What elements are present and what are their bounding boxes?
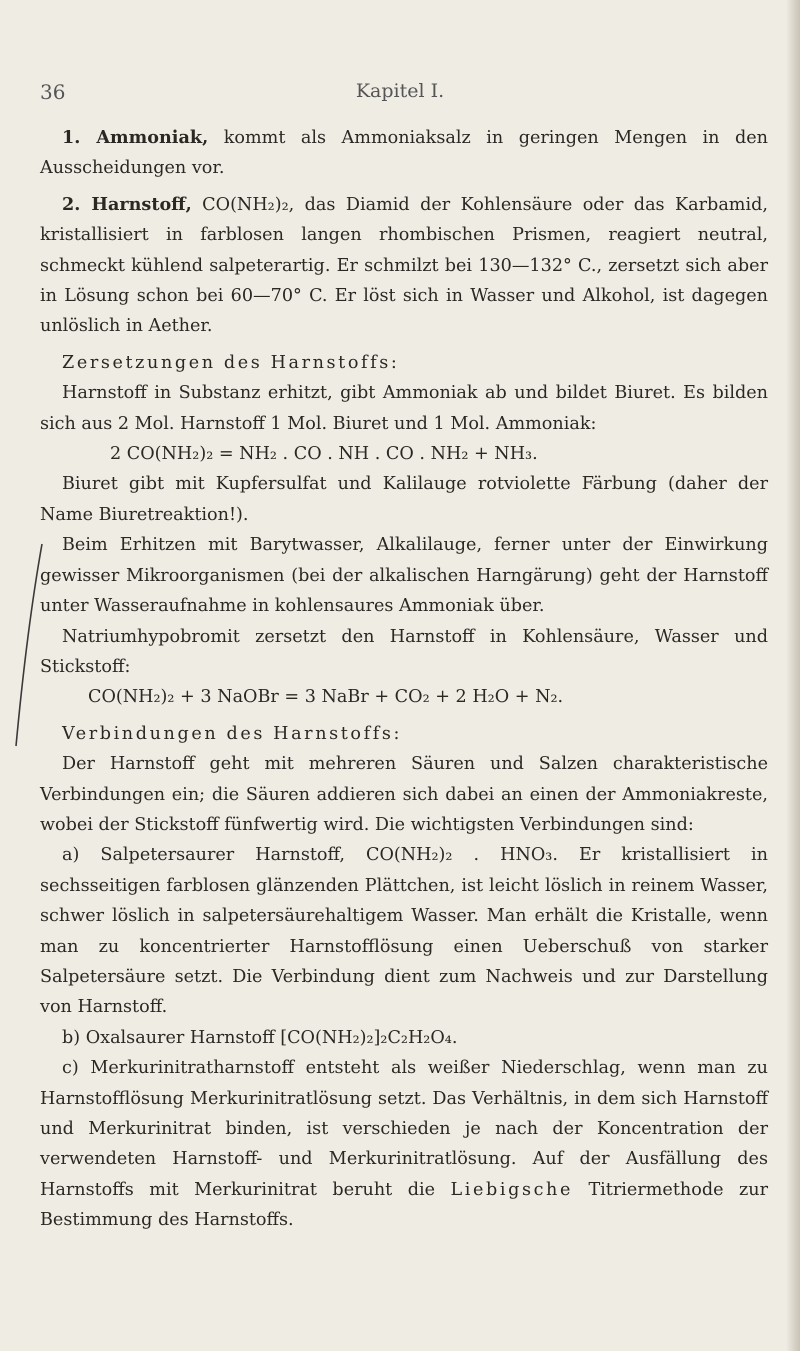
page-header xyxy=(0,80,800,110)
paragraph-natriumhypobromit: Natriumhypobromit zersetzt den Harnstoff in Kohlensäure, Wasser und Stickstoff: xyxy=(40,626,768,677)
body-text xyxy=(40,123,768,1236)
paragraph-ammoniak: 1. Ammoniak, kommt als Ammoniaksalz in geringen Mengen in den Ausscheidungen vor. xyxy=(40,127,768,179)
paragraph-verbindungen-intro: Der Harnstoff geht mit mehreren Säuren und Salzen charakteristische Verbindungen ein; die Säuren addieren sich dabei an einen der Ammoniakreste, wobei der Stickstoff fünfwertig wird. Die wichtigsten Verbindungen sind: xyxy=(40,754,768,835)
heading-ammoniak: 1. Ammoniak, xyxy=(62,127,209,148)
item-merkurinitratharnstoff: c) Merkurinitratharnstoff entsteht als weißer Niederschlag, wenn man zu Harnstofflösung Merkurinitratlösung setzt. Das Verhältnis, in dem sich Harnstoff und Merkurinitrat binden, ist verschieden je nach der Koncentration der verwendeten Harnstoff- und Merkurinitratlösung. Auf der Ausfällung des Harnstoffs mit Merkurinitrat beruht die Liebigsche Titriermethode zur Bestimmung des Harnstoffs. xyxy=(40,1058,768,1231)
heading-harnstoff: 2. Harnstoff, xyxy=(62,193,192,215)
equation-hypobromit: CO(NH₂)₂ + 3 NaOBr = 3 NaBr + CO₂ + 2 H₂O + N₂. xyxy=(88,687,564,708)
item-salpetersaurer-harnstoff: a) Salpetersaurer Harnstoff, CO(NH₂)₂ . HNO₃. Er kristallisiert in sechsseitigen farblosen glänzenden Plättchen, ist leicht löslich in reinem Wasser, schwer löslich in salpetersäurehaltigem Wasser. Man erhält die Kristalle, wenn man zu koncentrierter Harnstofflösung einen Ueberschuß von starker Salpetersäure setzt. Die Verbindung dient zum Nachweis und zur Darstellung von Harnstoff. xyxy=(40,845,768,1018)
paragraph-biuret-reaction: Biuret gibt mit Kupfersulfat und Kalilauge rotviolette Färbung (daher der Name Biuretreaktion!). xyxy=(40,474,768,525)
page-number: 36 xyxy=(40,80,66,104)
paragraph-biuret-formation: Harnstoff in Substanz erhitzt, gibt Ammoniak ab und bildet Biuret. Es bilden sich aus 2 Mol. Harnstoff 1 Mol. Biuret und 1 Mol. Ammoniak: xyxy=(40,383,768,434)
paragraph-harnstoff: 2. Harnstoff, CO(NH₂)₂, das Diamid der Kohlensäure oder das Karbamid, kristallisiert in farblosen langen rhombischen Prismen, reagiert neutral, schmeckt kühlend salpeterartig. Er schmilzt bei 130—132° C., zersetzt sich aber in Lösung schon bei 60—70° C. Er löst sich in Wasser und Alkohol, ist dagegen unlöslich in Aether. xyxy=(40,193,768,337)
equation-biuret: 2 CO(NH₂)₂ = NH₂ . CO . NH . CO . NH₂ + NH₃. xyxy=(110,444,538,465)
heading-zersetzungen: Zersetzungen des Harnstoffs: xyxy=(62,352,400,373)
page-edge-shadow xyxy=(786,0,800,1351)
paragraph-barytwasser: Beim Erhitzen mit Barytwasser, Alkalilauge, ferner unter der Einwirkung gewisser Mikroorganismen (bei der alkalischen Harngärung) geht der Harnstoff unter Wasseraufnahme in kohlensaures Ammoniak über. xyxy=(40,535,768,617)
running-title: Kapitel I. xyxy=(355,80,445,102)
heading-verbindungen: Verbindungen des Harnstoffs: xyxy=(62,723,402,744)
item-oxalsaurer-harnstoff: b) Oxalsaurer Harnstoff [CO(NH₂)₂]₂C₂H₂O₄. xyxy=(62,1027,458,1048)
name-liebig: Liebigsche xyxy=(450,1179,573,1200)
